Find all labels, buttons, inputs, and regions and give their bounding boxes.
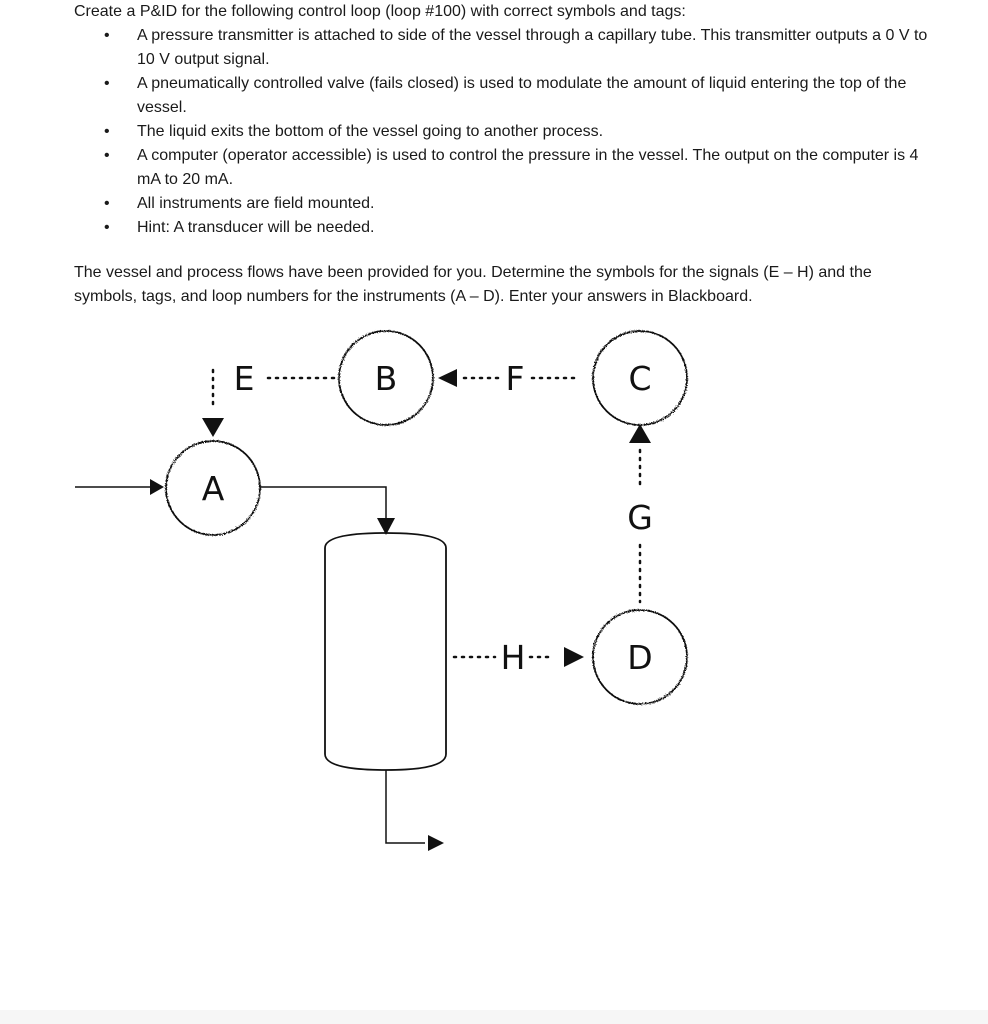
instrument-a-label: A: [201, 469, 225, 508]
inlet-arrow-icon: [150, 479, 164, 495]
bullet-icon: •: [104, 75, 110, 92]
bullet-icon: •: [104, 219, 110, 236]
page-bottom-edge: [0, 1010, 988, 1024]
list-item-text: A pressure transmitter is attached to side of the vessel through a capillary tube. This transmitter outputs a 0 V to 10 V output signal.: [137, 27, 928, 68]
signal-e-arrow-icon: [202, 418, 224, 437]
signal-h-arrow-icon: [564, 647, 584, 667]
list-item: [74, 72, 934, 120]
bullet-icon: •: [104, 195, 110, 212]
list-item: [74, 120, 934, 144]
pid-diagram: [0, 320, 988, 880]
requirements-list: [74, 24, 934, 240]
signal-f-arrow-icon: [438, 369, 457, 387]
flow-arrows: [150, 479, 444, 851]
outlet-line: [386, 770, 425, 843]
signal-f-label: F: [505, 359, 525, 398]
list-item: [74, 192, 934, 216]
process-lines: [75, 487, 425, 843]
signal-g-arrow-icon: [629, 424, 651, 443]
instrument-d-label: D: [627, 638, 653, 677]
list-item-text: The liquid exits the bottom of the vessel going to another process.: [137, 123, 604, 140]
signal-h-label: H: [500, 638, 526, 677]
signal-g-label: G: [627, 498, 653, 537]
bullet-icon: •: [104, 123, 110, 140]
list-item-text: Hint: A transducer will be needed.: [137, 219, 375, 236]
valve-to-vessel-line: [258, 487, 386, 522]
list-item-text: A computer (operator accessible) is used to control the pressure in the vessel. The output on the computer is 4 mA to 20 mA.: [137, 147, 919, 188]
instructions-paragraph: The vessel and process flows have been provided for you. Determine the symbols for the signals (E – H) and the symbols, tags, and loop numbers for the instruments (A – D). Enter your answers in Blackboard.: [74, 264, 872, 305]
list-item-text: All instruments are field mounted.: [137, 195, 375, 212]
intro-text: Create a P&ID for the following control loop (loop #100) with correct symbols and tags:: [74, 3, 686, 20]
list-item: [74, 24, 934, 72]
signal-arrows: [202, 369, 651, 667]
bullet-icon: •: [104, 147, 110, 164]
list-item-text: A pneumatically controlled valve (fails closed) is used to modulate the amount of liquid entering the top of the vessel.: [137, 75, 907, 116]
outlet-arrow-icon: [428, 835, 444, 851]
list-item: [74, 216, 934, 240]
bullet-icon: •: [104, 27, 110, 44]
list-item: [74, 144, 934, 192]
vessel: [325, 533, 446, 770]
signal-lines: [213, 370, 640, 657]
instrument-b-label: B: [374, 359, 398, 398]
instrument-c-label: C: [628, 359, 652, 398]
signal-e-label: E: [233, 359, 255, 398]
